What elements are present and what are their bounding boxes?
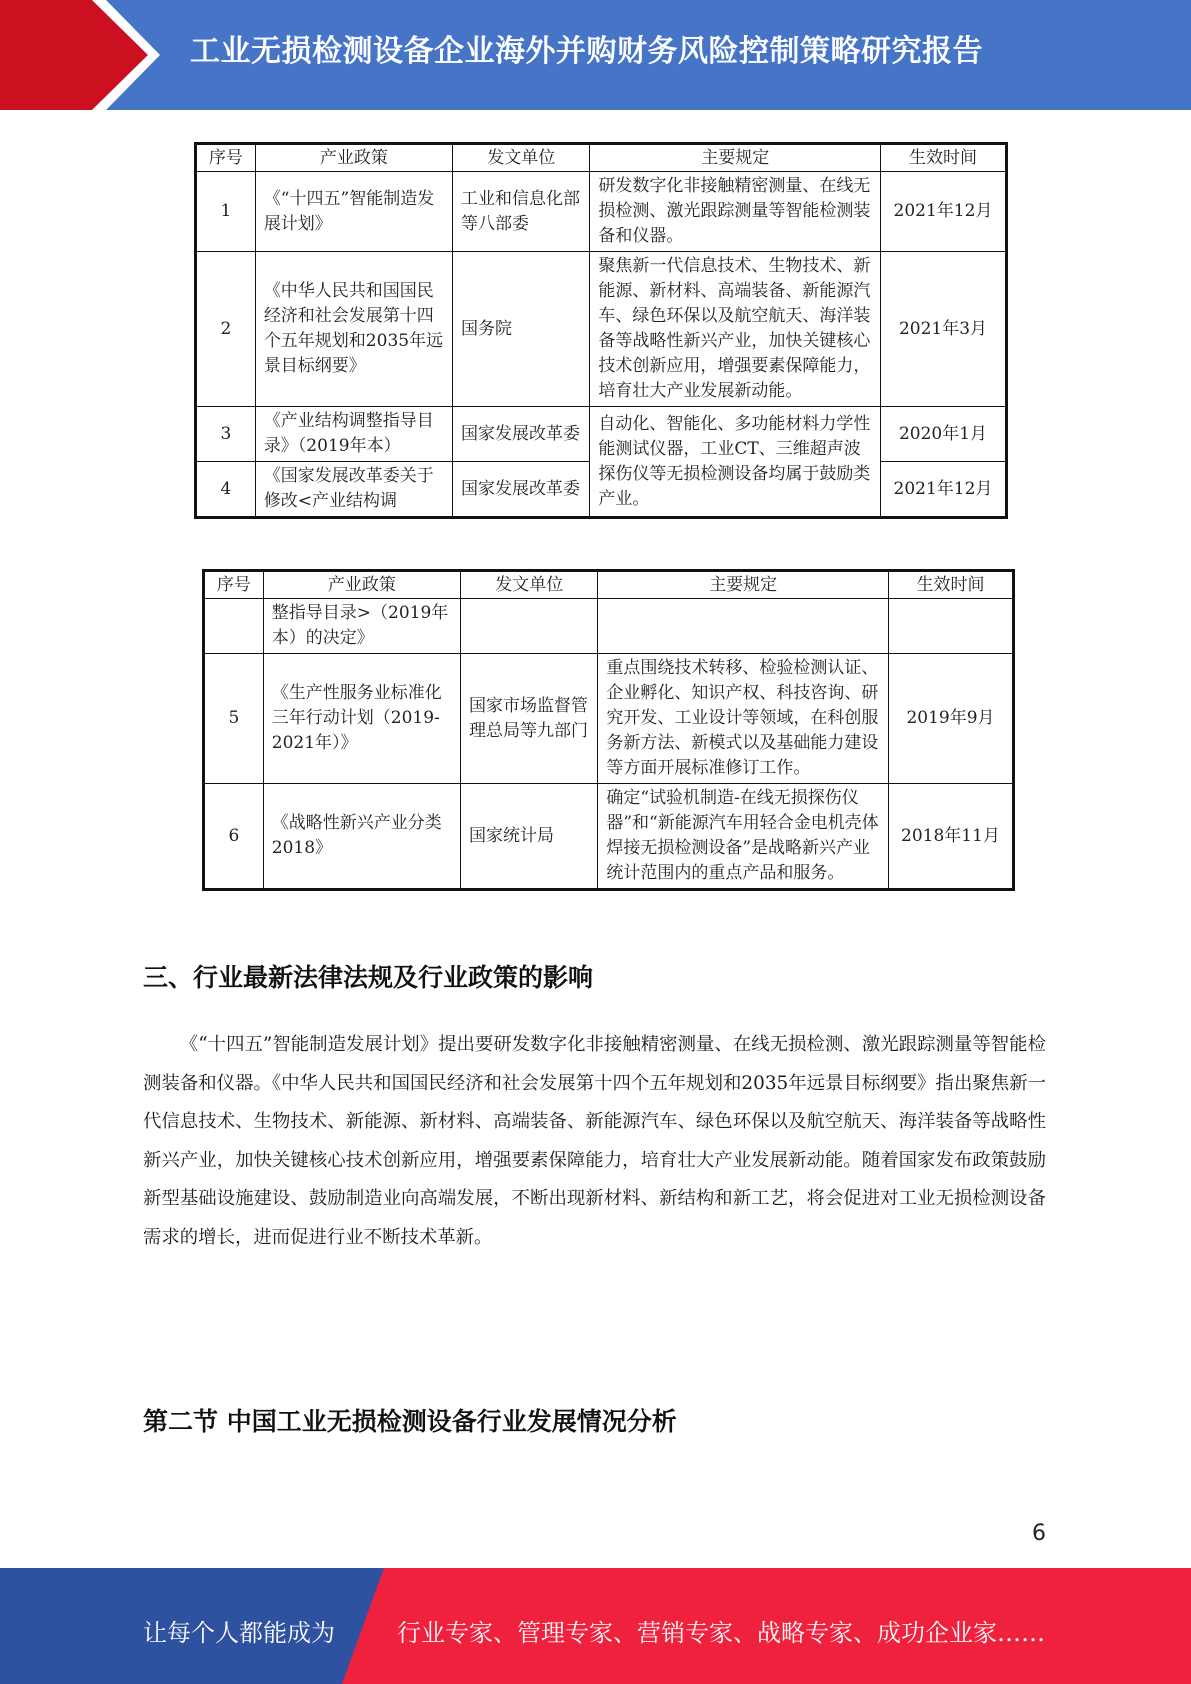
cell-provision-merged: 自动化、智能化、多功能材料力学性能测试仪器，工业CT、三维超声波探伤仪等无损检测设备均属于鼓励类产业。 — [590, 407, 881, 518]
policy-table-2 — [202, 569, 1015, 891]
cell-date: 2021年3月 — [881, 252, 1007, 407]
table-row — [196, 172, 1007, 252]
table-header-row — [204, 571, 1014, 599]
report-title: 工业无损检测设备企业海外并购财务风险控制策略研究报告 — [190, 34, 983, 69]
col-header-no: 序号 — [204, 571, 264, 599]
cell-provision: 研发数字化非接触精密测量、在线无损检测、激光跟踪测量等智能检测装备和仪器。 — [590, 172, 881, 252]
cell-no: 4 — [196, 462, 256, 518]
cell-policy: 《产业结构调整指导目录》（2019年本） — [255, 407, 452, 462]
col-header-issuer: 发文单位 — [461, 571, 598, 599]
table-row — [196, 407, 1007, 462]
cell-policy: 《国家发展改革委关于修改<产业结构调 — [255, 462, 452, 518]
page-number: 6 — [1032, 1521, 1046, 1546]
cell-no: 2 — [196, 252, 256, 407]
col-header-policy: 产业政策 — [263, 571, 460, 599]
cell-no: 3 — [196, 407, 256, 462]
cell-provision — [598, 599, 889, 654]
page-header — [0, 0, 1191, 110]
cell-no — [204, 599, 264, 654]
col-header-date: 生效时间 — [889, 571, 1014, 599]
section-heading-chapter: 第二节 中国工业无损检测设备行业发展情况分析 — [143, 1407, 677, 1436]
cell-issuer: 工业和信息化部等八部委 — [453, 172, 590, 252]
col-header-provision: 主要规定 — [598, 571, 889, 599]
cell-policy: 《“十四五”智能制造发展计划》 — [255, 172, 452, 252]
cell-no: 1 — [196, 172, 256, 252]
policy-table-1 — [194, 142, 1008, 519]
col-header-date: 生效时间 — [881, 144, 1007, 172]
cell-issuer — [461, 599, 598, 654]
footer-slogan-right: 行业专家、管理专家、营销专家、战略专家、成功企业家…… — [397, 1619, 1045, 1647]
cell-issuer: 国家发展改革委 — [453, 462, 590, 518]
col-header-issuer: 发文单位 — [453, 144, 590, 172]
cell-date — [889, 599, 1014, 654]
cell-provision: 聚焦新一代信息技术、生物技术、新能源、新材料、高端装备、新能源汽车、绿色环保以及航空航天、海洋装备等战略性新兴产业，加快关键核心技术创新应用，增强要素保障能力，培育壮大产业发展新动能。 — [590, 252, 881, 407]
cell-provision: 确定“试验机制造-在线无损探伤仪器”和“新能源汽车用轻合金电机壳体焊接无损检测设备”是战略新兴产业统计范围内的重点产品和服务。 — [598, 784, 889, 890]
cell-policy: 整指导目录>（2019年本）的决定》 — [263, 599, 460, 654]
cell-issuer: 国家市场监督管理总局等九部门 — [461, 654, 598, 784]
cell-policy: 《战略性新兴产业分类2018》 — [263, 784, 460, 890]
cell-provision: 重点围绕技术转移、检验检测认证、企业孵化、知识产权、科技咨询、研究开发、工业设计等领域，在科创服务新方法、新模式以及基础能力建设等方面开展标准修订工作。 — [598, 654, 889, 784]
cell-policy: 《中华人民共和国国民经济和社会发展第十四个五年规划和2035年远景目标纲要》 — [255, 252, 452, 407]
table-row — [196, 252, 1007, 407]
table-row — [204, 654, 1014, 784]
table-row — [204, 599, 1014, 654]
cell-date: 2021年12月 — [881, 172, 1007, 252]
cell-policy: 《生产性服务业标准化三年行动计划（2019-2021年）》 — [263, 654, 460, 784]
cell-date: 2018年11月 — [889, 784, 1014, 890]
cell-issuer: 国家发展改革委 — [453, 407, 590, 462]
section-heading-3: 三、行业最新法律法规及行业政策的影响 — [143, 963, 594, 992]
cell-issuer: 国务院 — [453, 252, 590, 407]
col-header-no: 序号 — [196, 144, 256, 172]
cell-date: 2019年9月 — [889, 654, 1014, 784]
table-row — [204, 784, 1014, 890]
section-paragraph: 《“十四五”智能制造发展计划》提出要研发数字化非接触精密测量、在线无损检测、激光跟踪测量等智能检测装备和仪器。《中华人民共和国国民经济和社会发展第十四个五年规划和2035年远景目标纲要》指出聚焦新一代信息技术、生物技术、新能源、新材料、高端装备、新能源汽车、绿色环保以及航空航天、海洋装备等战略性新兴产业，加快关键核心技术创新应用，增强要素保障能力，培育壮大产业发展新动能。随着国家发布政策鼓励新型基础设施建设、鼓励制造业向高端发展，不断出现新材料、新结构和新工艺，将会促进对工业无损检测设备需求的增长，进而促进行业不断技术革新。 — [143, 1034, 1046, 1248]
header-chevron-graphic — [0, 0, 160, 110]
cell-date: 2021年12月 — [881, 462, 1007, 518]
cell-issuer: 国家统计局 — [461, 784, 598, 890]
table-header-row — [196, 144, 1007, 172]
cell-date: 2020年1月 — [881, 407, 1007, 462]
cell-no: 6 — [204, 784, 264, 890]
col-header-policy: 产业政策 — [255, 144, 452, 172]
cell-no: 5 — [204, 654, 264, 784]
footer-slogan-left: 让每个人都能成为 — [143, 1619, 335, 1647]
col-header-provision: 主要规定 — [590, 144, 881, 172]
